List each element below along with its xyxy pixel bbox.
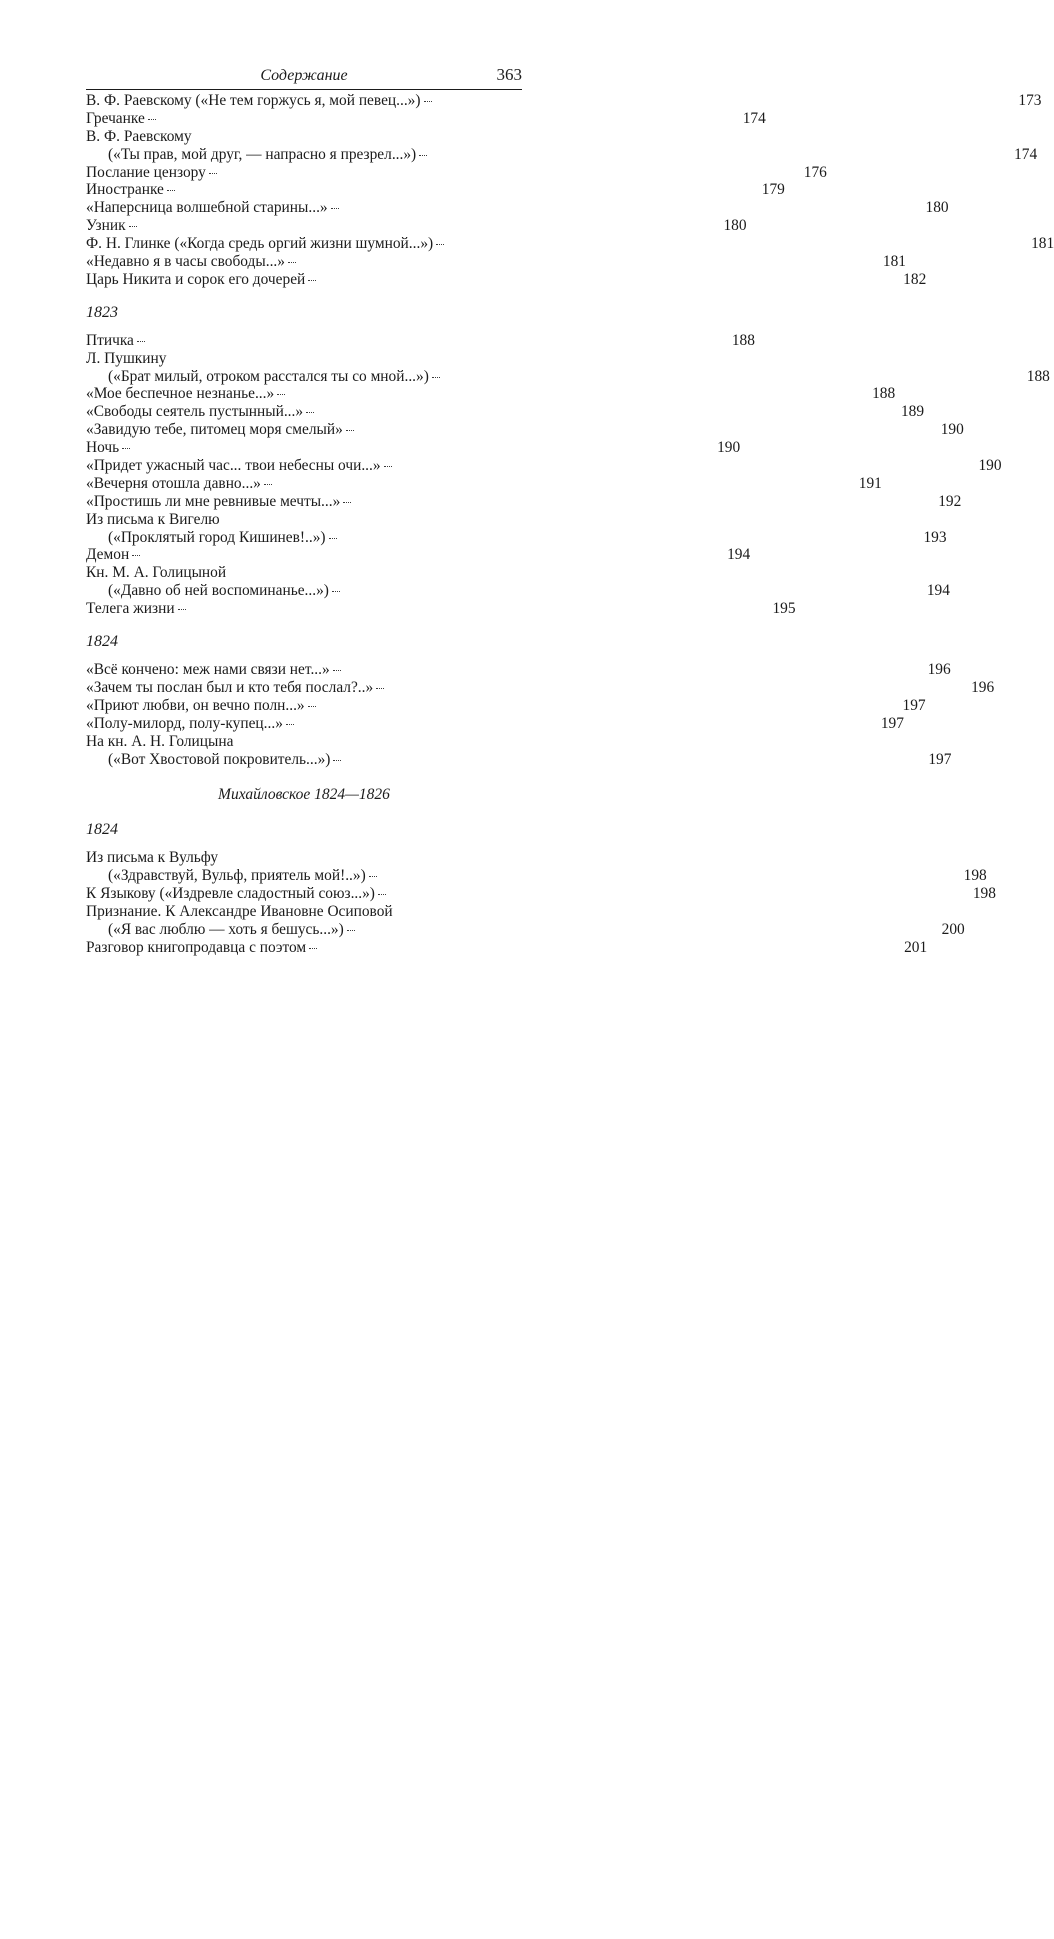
entry-title: В. Ф. Раевскому	[86, 127, 192, 145]
entry-page-number: 181	[1031, 235, 1054, 253]
dot-leader	[384, 465, 392, 467]
header-rule	[86, 89, 522, 90]
entry-title: «Полу-милорд, полу-купец...»	[86, 714, 283, 732]
part-title: Михайловское 1824—1826	[218, 786, 390, 804]
entry-title: Из письма к Вульфу	[86, 849, 219, 867]
entry-title: «Простишь ли мне ревнивые мечты...»	[86, 492, 341, 510]
entry-page-number: 176	[803, 163, 827, 181]
entry-title: «Всё кончено: меж нами связи нет...»	[86, 661, 330, 679]
year-heading: 1824	[86, 821, 118, 839]
entry-page-number: 189	[900, 403, 925, 421]
entry-page-number: 188	[731, 331, 755, 349]
dot-leader	[346, 429, 354, 431]
toc-group	[86, 92, 1054, 289]
entry-page-number: 180	[925, 199, 949, 217]
entry-page-number: 198	[972, 885, 996, 903]
dot-leader	[332, 590, 340, 592]
entry-page-number: 201	[904, 938, 928, 956]
entry-page-number: 192	[938, 492, 962, 510]
year-heading: 1823	[86, 303, 118, 321]
running-header	[86, 63, 522, 89]
entry-page-number: 190	[940, 421, 964, 439]
entry-page-number: 195	[772, 600, 796, 618]
entry-title: Послание цензору	[86, 163, 206, 181]
entry-title: «Свободы сеятель пустынный...»	[86, 403, 304, 421]
dot-leader	[306, 411, 314, 413]
entry-title: «Придет ужасный час... твои небесны очи...»	[86, 457, 381, 475]
entry-title: Царь Никита и сорок его дочерей	[86, 270, 306, 288]
dot-leader	[209, 172, 217, 174]
entry-title: Из письма к Вигелю	[86, 510, 220, 528]
entry-title: Птичка	[86, 331, 134, 349]
entry-page-number: 174	[1014, 145, 1038, 163]
toc-entry	[86, 181, 785, 199]
entry-page-number: 179	[761, 181, 785, 199]
dot-leader	[288, 261, 296, 263]
dot-leader	[432, 376, 440, 378]
dot-leader	[419, 154, 427, 156]
dot-leader	[369, 875, 377, 877]
toc-entry	[86, 217, 747, 235]
dot-leader	[333, 759, 341, 761]
entry-page-number: 196	[971, 678, 995, 696]
dot-leader	[436, 243, 444, 245]
dot-leader	[424, 100, 432, 102]
section-title: Содержание	[260, 67, 348, 84]
entry-title: («Брат милый, отроком расстался ты со мной...»)	[108, 367, 429, 385]
toc-entry	[86, 109, 766, 128]
dot-leader	[277, 393, 285, 395]
dot-leader	[122, 447, 130, 449]
entry-page-number: 190	[978, 457, 1002, 475]
entry-page-number: 181	[882, 253, 906, 271]
entry-title: «Завидую тебе, питомец моря смелый»	[86, 421, 343, 439]
entry-page-number: 191	[858, 474, 882, 492]
entry-page-number: 180	[723, 217, 747, 235]
entry-title: («Проклятый город Кишинев!..»)	[108, 528, 326, 546]
dot-leader	[286, 723, 294, 725]
toc-entry	[86, 546, 751, 564]
entry-title: Кн. М. А. Голицыной	[86, 564, 227, 582]
entry-page-number: 197	[880, 714, 904, 732]
dot-leader	[378, 893, 386, 895]
dot-leader	[347, 929, 355, 931]
entry-title: («Давно об ней воспоминанье...»)	[108, 582, 329, 600]
entry-page-number: 188	[1026, 367, 1050, 385]
entry-title: Разговор книгопродавца с поэтом	[86, 938, 307, 956]
dot-leader	[309, 947, 317, 949]
toc-group	[86, 331, 1050, 618]
entry-title: «Недавно я в часы свободы...»	[86, 253, 285, 271]
entry-page-number: 194	[727, 546, 751, 564]
entry-title: «Вечерня отошла давно...»	[86, 474, 261, 492]
toc-entry	[86, 439, 741, 457]
entry-title: «Наперсница волшебной старины...»	[86, 199, 328, 217]
dot-leader	[343, 501, 351, 503]
dot-leader	[308, 279, 316, 281]
dot-leader	[178, 608, 186, 610]
entry-title: Ф. Н. Глинке («Когда средь оргий жизни шумной...»)	[86, 235, 434, 253]
dot-leader	[308, 705, 316, 707]
entry-title: Узник	[86, 217, 126, 235]
entry-page-number: 197	[902, 696, 926, 714]
entry-title: («Вот Хвостовой покровитель...»)	[108, 750, 331, 768]
dot-leader	[264, 483, 272, 485]
dot-leader	[329, 537, 337, 539]
entry-title: «Приют любви, он вечно полн...»	[86, 696, 305, 714]
toc-entry	[86, 92, 1042, 110]
page-number: 363	[496, 65, 522, 84]
entry-page-number: 190	[717, 439, 741, 457]
entry-title: Иностранке	[86, 181, 164, 199]
dot-leader	[129, 225, 137, 227]
entry-title: («Я вас люблю — хоть я бешусь...»)	[108, 920, 344, 938]
entry-page-number: 194	[926, 582, 950, 600]
entry-title: Телега жизни	[86, 600, 175, 618]
entry-title: («Здравствуй, Вульф, приятель мой!..»)	[108, 867, 366, 885]
entry-page-number: 200	[941, 920, 965, 938]
year-heading: 1824	[86, 633, 118, 651]
dot-leader	[331, 207, 339, 209]
entry-title: К Языкову («Издревле сладостный союз...»)	[86, 885, 375, 903]
table-of-contents	[86, 92, 1054, 957]
entry-title: «Мое беспечное незнанье...»	[86, 385, 275, 403]
toc-entry	[86, 331, 755, 350]
entry-title: В. Ф. Раевскому («Не тем горжусь я, мой певец...»)	[86, 92, 421, 109]
dot-leader	[333, 669, 341, 671]
entry-page-number: 198	[963, 867, 987, 885]
dot-leader	[137, 340, 145, 342]
entry-title: Демон	[86, 546, 130, 564]
entry-page-number: 174	[742, 109, 766, 127]
entry-page-number: 193	[923, 528, 947, 546]
entry-title: Признание. К Александре Ивановне Осиповой	[86, 903, 393, 921]
entry-page-number: 173	[1018, 92, 1042, 109]
entry-title: («Ты прав, мой друг, — напрасно я презрел...»)	[108, 145, 417, 163]
entry-title: «Зачем ты послан был и кто тебя послал?..»	[86, 678, 374, 696]
dot-leader	[167, 189, 175, 191]
entry-page-number: 196	[927, 661, 951, 679]
entry-title: На кн. А. Н. Голицына	[86, 732, 234, 750]
entry-title: Л. Пушкину	[86, 349, 167, 367]
entry-title: Гречанке	[86, 109, 145, 127]
entry-page-number: 188	[872, 385, 896, 403]
entry-title: Ночь	[86, 439, 120, 457]
dot-leader	[132, 554, 140, 556]
entry-page-number: 182	[903, 270, 927, 288]
toc-entry	[86, 163, 827, 182]
entry-page-number: 197	[928, 750, 952, 768]
dot-leader	[376, 687, 384, 689]
dot-leader	[148, 118, 156, 120]
